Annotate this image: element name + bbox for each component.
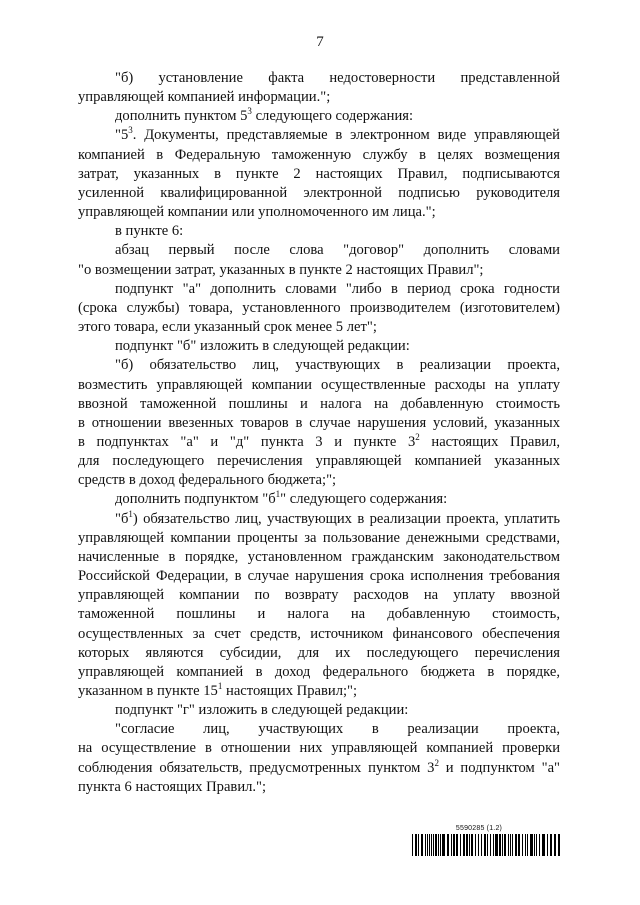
text-line: этого товара, если указанный срок менее 5 лет"; bbox=[78, 319, 377, 336]
barcode-bar bbox=[499, 834, 501, 856]
text-line: осуществленных за счет средств, источником финансового обеспечения bbox=[78, 625, 560, 642]
text-line: "о возмещении затрат, указанных в пункте 2 настоящих Правил"; bbox=[78, 261, 484, 278]
text-line: "б) установление факта недостоверности представленной bbox=[115, 70, 560, 86]
text-line: Российской Федерации, в случае нарушения срока исполнения требования bbox=[78, 568, 560, 585]
text-line: "согласие лиц, участвующих в реализации проекта, bbox=[115, 721, 560, 738]
text-line: управляющей компании или уполномоченного им лица."; bbox=[78, 204, 436, 221]
barcode-bar bbox=[530, 834, 533, 856]
text-fragment: настоящих Правил;"; bbox=[222, 683, 358, 699]
barcode-bar bbox=[478, 834, 479, 856]
text-line: подпункт "а" дополнить словами "либо в период срока годности bbox=[115, 280, 560, 297]
text-line bbox=[78, 759, 560, 778]
text-line: таможенной пошлины и налога на добавленную стоимость, bbox=[78, 606, 560, 623]
barcode-bar bbox=[440, 834, 441, 856]
barcode-bar bbox=[534, 834, 535, 856]
text-line bbox=[78, 433, 560, 452]
barcode-bar bbox=[547, 834, 548, 856]
text-line: в отношении ввезенных товаров в случае нарушения условий, указанных bbox=[78, 414, 560, 431]
text-line: абзац первый после слова "договор" дополнить словами bbox=[115, 242, 560, 259]
text-line: управляющей компанией информации."; bbox=[78, 89, 331, 106]
text-fragment: и подпунктом "а" bbox=[438, 759, 561, 776]
barcode-bar bbox=[554, 834, 556, 856]
text-fragment: дополнить пунктом 5 bbox=[115, 108, 248, 125]
text-line: пункта 6 настоящих Правил."; bbox=[78, 778, 267, 795]
barcode-bar bbox=[495, 834, 498, 856]
text-line: усиленной квалифицированной электронной подписью руководителя bbox=[78, 184, 560, 201]
text-fragment: "5 bbox=[115, 127, 129, 144]
barcode-bar bbox=[558, 834, 560, 856]
barcode-bar bbox=[502, 834, 503, 856]
barcode-bar bbox=[456, 834, 458, 856]
text-line: средств в доход федерального бюджета;"; bbox=[78, 472, 337, 489]
superscript: 2 bbox=[415, 432, 420, 443]
superscript: 2 bbox=[434, 757, 439, 768]
barcode-bar bbox=[487, 834, 488, 856]
text-line: подпункт "б" изложить в следующей редакции: bbox=[115, 338, 410, 355]
barcode-bar bbox=[463, 834, 465, 856]
text-line bbox=[78, 490, 560, 509]
barcode-bar bbox=[525, 834, 526, 856]
barcode-bar bbox=[504, 834, 506, 856]
text-line: (срока службы) товара, установленного производителем (изготовителем) bbox=[78, 299, 560, 316]
text-line: на осуществление в отношении них управляющей компанией проверки bbox=[78, 740, 560, 757]
barcode-bar bbox=[442, 834, 445, 856]
barcode-bar bbox=[518, 834, 520, 856]
barcode-bar bbox=[435, 834, 437, 856]
text-line bbox=[78, 107, 560, 126]
text-fragment: следующего содержания: bbox=[251, 108, 414, 125]
barcode-bar bbox=[451, 834, 452, 856]
barcode-bar bbox=[481, 834, 482, 856]
barcode-number: 5590285 (1.2) bbox=[455, 825, 503, 832]
text-line: управляющей компании проценты за пользование денежными средствами, bbox=[78, 529, 560, 546]
text-fragment: настоящих Правил, bbox=[419, 433, 560, 450]
text-line: начисленные в порядке, установленном гражданским законодательством bbox=[78, 548, 560, 565]
text-fragment: в подпунктах "а" и "д" пункта 3 и пункте 3 bbox=[78, 433, 416, 450]
barcode-bar bbox=[527, 834, 528, 856]
barcode-bar bbox=[550, 834, 552, 856]
text-fragment: соблюдения обязательств, предусмотренных пунктом 3 bbox=[78, 759, 435, 776]
text-line bbox=[78, 682, 560, 701]
barcode-bar bbox=[415, 834, 417, 856]
text-line: подпункт "г" изложить в следующей редакции: bbox=[115, 702, 409, 719]
barcode-bar bbox=[427, 834, 428, 856]
barcode-bar bbox=[466, 834, 468, 856]
text-line: в пункте 6: bbox=[115, 223, 184, 240]
barcode-bar bbox=[522, 834, 523, 856]
superscript: 1 bbox=[275, 489, 281, 500]
text-fragment: дополнить подпунктом "б bbox=[115, 491, 276, 508]
barcode-bar bbox=[453, 834, 455, 856]
text-line: затрат, указанных в пункте 2 настоящих Правил, подписываются bbox=[78, 165, 560, 182]
barcode-bar bbox=[433, 834, 434, 856]
barcode-bar bbox=[447, 834, 449, 856]
text-fragment: "б bbox=[115, 510, 129, 527]
barcode-bar bbox=[539, 834, 540, 856]
barcode-bar bbox=[493, 834, 494, 856]
barcode-bar bbox=[431, 834, 432, 856]
barcode-bar bbox=[542, 834, 545, 856]
barcode-bar bbox=[421, 834, 423, 856]
superscript: 1 bbox=[217, 681, 223, 692]
text-line: компанией в Федеральную таможенную службу в целях возмещения bbox=[78, 146, 560, 163]
barcode-block bbox=[412, 825, 562, 856]
barcode-bar bbox=[460, 834, 461, 856]
barcode-bar bbox=[418, 834, 419, 856]
text-fragment: ) обязательство лиц, участвующих в реализации проекта, уплатить bbox=[132, 510, 560, 527]
text-fragment: . Документы, представляемые в электронном виде управляющей bbox=[132, 127, 560, 144]
text-line: которых являются субсидии, для их последующего перечисления bbox=[78, 644, 560, 661]
page-number: 7 bbox=[316, 34, 324, 50]
barcode-bar bbox=[469, 834, 470, 856]
text-fragment: указанном в пункте 15 bbox=[78, 683, 218, 699]
barcode-bar bbox=[475, 834, 476, 856]
text-line: возместить управляющей компании осуществленные расходы на уплату bbox=[78, 376, 560, 393]
barcode-bar bbox=[425, 834, 426, 856]
barcode-bar bbox=[471, 834, 473, 856]
barcode-bar bbox=[536, 834, 537, 856]
text-line: управляющей компанией в доход федерального бюджета в порядке, bbox=[78, 663, 560, 680]
text-line: для последующего перечисления управляющей компанией указанных bbox=[78, 453, 560, 470]
text-fragment: " следующего содержания: bbox=[280, 491, 448, 508]
barcode-bar bbox=[512, 834, 513, 856]
superscript: 3 bbox=[247, 106, 252, 117]
barcode-bar bbox=[490, 834, 491, 856]
barcode-bar bbox=[510, 834, 511, 856]
barcode-bar bbox=[508, 834, 509, 856]
barcode-bar bbox=[412, 834, 413, 856]
barcode-bar bbox=[515, 834, 517, 856]
text-line: управляющей компании по возврату расходов на уплату ввозной bbox=[78, 587, 560, 604]
text-line: ввозной таможенной пошлины и налога на добавленную стоимость bbox=[78, 395, 560, 412]
text-line bbox=[78, 510, 560, 529]
superscript: 1 bbox=[128, 508, 133, 519]
barcode-bar bbox=[484, 834, 486, 856]
barcode-image bbox=[412, 834, 562, 856]
document-body bbox=[78, 69, 560, 797]
text-line: "б) обязательство лиц, участвующих в реализации проекта, bbox=[115, 357, 560, 374]
superscript: 3 bbox=[128, 125, 133, 136]
barcode-bar bbox=[438, 834, 439, 856]
text-line bbox=[78, 126, 560, 145]
barcode-bar bbox=[429, 834, 430, 856]
